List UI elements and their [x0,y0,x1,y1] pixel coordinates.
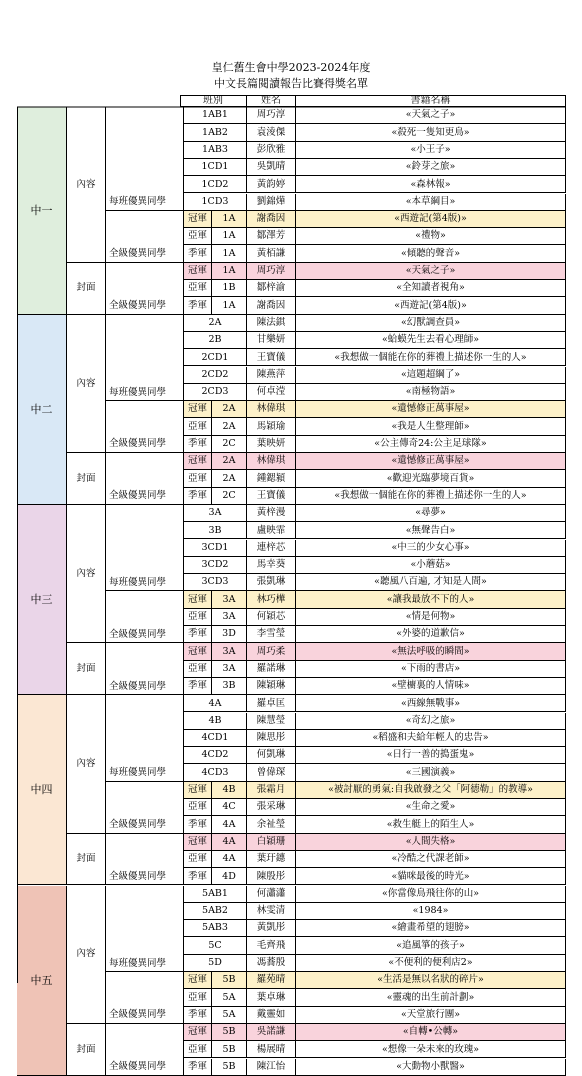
award-rank-cell: 季軍 [184,245,212,262]
award-rank-cell: 季軍 [184,678,212,695]
student-name-cell: 馬幸葵 [247,557,296,574]
award-rank-cell: 亞軍 [184,851,212,868]
book-title-cell: «下雨的書店» [296,661,566,678]
award-rank-cell: 亞軍 [184,228,212,245]
group-class-best-label: 每班優異同學 [106,695,184,782]
book-title-cell: «壁櫥裏的人情味» [296,678,566,695]
book-title-cell: «聽風八百遍, 才知是人間» [296,574,566,591]
student-name-cell: 黃梓漫 [247,505,296,522]
student-name-cell: 陳燕萍 [247,367,296,384]
award-rank-cell: 冠軍 [184,591,212,608]
student-name-cell: 陳穎琳 [247,678,296,695]
student-name-cell: 黃栢謙 [247,245,296,262]
book-title-cell: «我想做一個能在你的葬禮上描述你一生的人» [296,349,566,366]
award-rank-cell: 亞軍 [184,1041,212,1058]
class-cell: 1A [212,245,247,262]
book-title-cell: «遺憾修正萬事屋» [296,401,566,418]
book-title-cell: «我想做一個能在你的葬禮上描述你一生的人» [296,488,566,505]
book-title-cell: «三國演義» [296,764,566,781]
student-name-cell: 鍾鍶潁 [247,470,296,487]
book-title-cell: «外婆的道歉信» [296,626,566,643]
class-cell: 5B [212,1041,247,1058]
section-cover-label: 封面 [67,263,106,315]
award-rank-cell: 季軍 [184,488,212,505]
group-form-best-label: 全級優異同學 [106,972,184,1024]
book-title-cell: «1984» [296,903,566,920]
group-class-best-label: 每班優異同學 [106,886,184,973]
book-title-cell: «自轉•公轉» [296,1024,566,1041]
book-title-cell: «我是人生整理師» [296,418,566,435]
student-name-cell: 連梓芯 [247,540,296,557]
book-title-cell: «殺死一隻知更鳥» [296,124,566,141]
award-rank-cell: 季軍 [184,297,212,314]
book-title-cell: «公主傳奇24:公主足球隊» [296,436,566,453]
book-title-cell: «想像一朵未來的玫瑰» [296,1041,566,1058]
class-cell: 1CD1 [184,159,247,176]
award-rank-cell: 亞軍 [184,799,212,816]
student-name-cell: 羅諾琳 [247,661,296,678]
book-title-cell: «貓咪最後的時光» [296,868,566,885]
book-title-cell: «中三的少女心事» [296,540,566,557]
class-cell: 4CD1 [184,730,247,747]
student-name-cell: 馬穎瑜 [247,418,296,435]
group-class-best-label: 每班優異同學 [106,315,184,402]
student-name-cell: 陳江怡 [247,1059,296,1076]
book-title-cell: «這題超綱了» [296,367,566,384]
class-cell: 4B [184,713,247,730]
class-cell: 3A [212,609,247,626]
class-cell: 4C [212,799,247,816]
class-cell: 3CD3 [184,574,247,591]
award-rank-cell: 冠軍 [184,834,212,851]
student-name-cell: 戴靈如 [247,1007,296,1024]
section-cover-label: 封面 [67,1024,106,1076]
book-title-cell: «尋夢» [296,505,566,522]
student-name-cell: 周巧淳 [247,107,296,124]
book-title-cell: «你當像鳥飛往你的山» [296,886,566,903]
class-cell: 2A [184,315,247,332]
student-name-cell: 黃凱彤 [247,920,296,937]
section-content-label: 內容 [67,107,106,263]
section-content-label: 內容 [67,695,106,833]
student-name-cell: 劉錦燁 [247,194,296,211]
award-rank-cell: 冠軍 [184,1024,212,1041]
student-name-cell: 周巧淳 [247,263,296,280]
student-name-cell: 王寶儀 [247,349,296,366]
book-title-cell: «天氣之子» [296,107,566,124]
award-rank-cell: 季軍 [184,1059,212,1076]
class-cell: 3A [212,643,247,660]
student-name-cell: 張凱琳 [247,574,296,591]
class-cell: 4A [212,851,247,868]
student-name-cell: 葉卓琳 [247,989,296,1006]
class-cell: 5B [212,1059,247,1076]
student-name-cell: 羅卓匡 [247,695,296,712]
award-rank-cell: 季軍 [184,626,212,643]
class-cell: 5D [184,955,247,972]
group-cover-form-best-label: 全級優異同學 [106,453,184,505]
class-cell: 2A [212,470,247,487]
student-name-cell: 何瀟瀟 [247,886,296,903]
book-title-cell: «生活是無以名狀的碎片» [296,972,566,989]
student-name-cell: 何凱琳 [247,747,296,764]
book-title-cell: «繪畫希望的翅膀» [296,920,566,937]
class-cell: 3A [184,505,247,522]
header-class: 班別 [180,95,247,107]
award-rank-cell: 冠軍 [184,643,212,660]
student-name-cell: 李雪瑩 [247,626,296,643]
class-cell: 5A [212,989,247,1006]
form-level-label: 中四 [17,695,67,885]
section-cover-label: 封面 [67,453,106,505]
class-cell: 3D [212,626,247,643]
student-name-cell: 葉玗鏸 [247,851,296,868]
book-title-cell: «西線無戰事» [296,695,566,712]
group-class-best-label: 每班優異同學 [106,107,184,211]
book-title-cell: «小王子» [296,142,566,159]
section-content-label: 內容 [67,505,106,643]
book-title-cell: «人間失格» [296,834,566,851]
book-title-cell: «無聲告白» [296,522,566,539]
book-title-cell: «傾聽的聲音» [296,245,566,262]
student-name-cell: 謝喬因 [247,211,296,228]
group-form-best-label: 全級優異同學 [106,401,184,453]
class-cell: 5A [212,1007,247,1024]
class-cell: 2B [184,332,247,349]
class-cell: 3A [212,591,247,608]
student-name-cell: 羅苑晴 [247,972,296,989]
book-title-cell: «奇幻之旅» [296,713,566,730]
form-level-label: 中三 [17,505,67,695]
award-rank-cell: 冠軍 [184,211,212,228]
class-cell: 4A [212,834,247,851]
book-title-cell: «冷酷之代課老師» [296,851,566,868]
student-name-cell: 吳凱晴 [247,159,296,176]
group-cover-form-best-label: 全級優異同學 [106,1024,184,1076]
book-title-cell: «遺憾修正萬事屋» [296,453,566,470]
group-form-best-label: 全級優異同學 [106,591,184,643]
book-title-cell: «被討厭的勇氣:自我啟發之父「阿德勒」的教導» [296,782,566,799]
header-book: 書籍名稱 [296,95,566,107]
form-level-label: 中二 [17,315,67,505]
class-cell: 4A [184,695,247,712]
class-cell: 1A [212,228,247,245]
class-cell: 5AB3 [184,920,247,937]
award-rank-cell: 冠軍 [184,782,212,799]
class-cell: 1B [212,280,247,297]
class-cell: 2CD1 [184,349,247,366]
student-name-cell: 張霜月 [247,782,296,799]
book-title-cell: «小蘑菇» [296,557,566,574]
class-cell: 4B [212,782,247,799]
award-rank-cell: 亞軍 [184,418,212,435]
book-title-cell: «讓我最放不下的人» [296,591,566,608]
student-name-cell: 曾偉琛 [247,764,296,781]
student-name-cell: 袁淩傑 [247,124,296,141]
class-cell: 3CD2 [184,557,247,574]
student-name-cell: 彭欣雅 [247,142,296,159]
student-name-cell: 鄒澤芳 [247,228,296,245]
class-cell: 2A [212,453,247,470]
class-cell: 4CD2 [184,747,247,764]
class-cell: 1A [212,297,247,314]
student-name-cell: 張采琳 [247,799,296,816]
book-title-cell: «西遊記(第4版)» [296,297,566,314]
class-cell: 2C [212,436,247,453]
student-name-cell: 謝喬因 [247,297,296,314]
header-name: 姓名 [247,95,296,107]
student-name-cell: 林巧樺 [247,591,296,608]
award-rank-cell: 冠軍 [184,263,212,280]
book-title-cell: «西遊記(第4版)» [296,211,566,228]
class-cell: 1AB3 [184,142,247,159]
class-cell: 4CD3 [184,764,247,781]
award-rank-cell: 季軍 [184,868,212,885]
class-cell: 5AB2 [184,903,247,920]
group-cover-form-best-label: 全級優異同學 [106,834,184,886]
book-title-cell: «禮物» [296,228,566,245]
student-name-cell: 黃韵婷 [247,176,296,193]
book-title-cell: «南極物語» [296,384,566,401]
book-title-cell: «歡迎光臨夢境百貨» [296,470,566,487]
award-rank-cell: 季軍 [184,436,212,453]
class-cell: 1A [212,263,247,280]
student-name-cell: 王寶儀 [247,488,296,505]
group-class-best-label: 每班優異同學 [106,505,184,592]
class-cell: 3B [212,678,247,695]
book-title-cell: «鈴芽之旅» [296,159,566,176]
section-cover-label: 封面 [67,834,106,886]
award-rank-cell: 冠軍 [184,453,212,470]
student-name-cell: 何穎芯 [247,609,296,626]
award-rank-cell: 季軍 [184,816,212,833]
class-cell: 1AB2 [184,124,247,141]
student-name-cell: 周巧柔 [247,643,296,660]
form-level-label: 中一 [17,107,67,315]
section-content-label: 內容 [67,315,106,453]
student-name-cell: 馮蕎殷 [247,955,296,972]
class-cell: 1A [212,211,247,228]
book-title-cell: «本草綱目» [296,194,566,211]
book-title-cell: «幻獸調查員» [296,315,566,332]
student-name-cell: 楊展晴 [247,1041,296,1058]
student-name-cell: 陳法錤 [247,315,296,332]
student-name-cell: 白穎珊 [247,834,296,851]
form-level-label: 中五 [17,886,67,1076]
student-name-cell: 何卓滢 [247,384,296,401]
class-cell: 1AB1 [184,107,247,124]
student-name-cell: 葉映妍 [247,436,296,453]
student-name-cell: 鄒梓渝 [247,280,296,297]
award-rank-cell: 亞軍 [184,280,212,297]
student-name-cell: 吳諾謙 [247,1024,296,1041]
class-cell: 3CD1 [184,540,247,557]
header-blank [106,95,184,107]
class-cell: 2CD3 [184,384,247,401]
book-title-cell: «情是何物» [296,609,566,626]
book-title-cell: «生命之愛» [296,799,566,816]
group-cover-form-best-label: 全級優異同學 [106,263,184,315]
class-cell: 2CD2 [184,367,247,384]
book-title-cell: «森林報» [296,176,566,193]
class-cell: 1CD3 [184,194,247,211]
student-name-cell: 甘樂妍 [247,332,296,349]
student-name-cell: 林偉琪 [247,453,296,470]
award-rank-cell: 亞軍 [184,989,212,1006]
award-rank-cell: 冠軍 [184,401,212,418]
book-title-cell: «天氣之子» [296,263,566,280]
section-content-label: 內容 [67,886,106,1024]
class-cell: 2A [212,401,247,418]
class-cell: 5B [212,1024,247,1041]
book-title-cell: «稻盛和夫給年輕人的忠告» [296,730,566,747]
book-title-cell: «無法呼吸的瞬間» [296,643,566,660]
award-rank-cell: 亞軍 [184,609,212,626]
student-name-cell: 林偉琪 [247,401,296,418]
award-rank-cell: 季軍 [184,1007,212,1024]
book-title-cell: «蛤蟆先生去看心理師» [296,332,566,349]
book-title-cell: «救生艇上的陌生人» [296,816,566,833]
group-form-best-label: 全級優異同學 [106,211,184,263]
book-title-cell: «大動物小獸醫» [296,1059,566,1076]
document-subtitle: 中文長篇閱讀報告比賽得獎名單 [214,77,368,90]
class-cell: 5B [212,972,247,989]
class-cell: 5C [184,937,247,954]
document-title: 皇仁舊生會中學2023-2024年度 [211,61,371,74]
book-title-cell: «不便利的便利店2» [296,955,566,972]
book-title-cell: «靈魂的出生前計劃» [296,989,566,1006]
book-title-cell: «天堂旅行團» [296,1007,566,1024]
student-name-cell: 陳思彤 [247,730,296,747]
class-cell: 4A [212,816,247,833]
book-title-cell: «日行一善的搗蛋鬼» [296,747,566,764]
award-rank-cell: 亞軍 [184,661,212,678]
class-cell: 3B [184,522,247,539]
student-name-cell: 盧映霏 [247,522,296,539]
class-cell: 4D [212,868,247,885]
student-name-cell: 余祉瑩 [247,816,296,833]
award-rank-cell: 亞軍 [184,470,212,487]
book-title-cell: «全知讀者視角» [296,280,566,297]
student-name-cell: 毛齊飛 [247,937,296,954]
class-cell: 2C [212,488,247,505]
student-name-cell: 陳殷彤 [247,868,296,885]
class-cell: 2A [212,418,247,435]
book-title-cell: «追風箏的孩子» [296,937,566,954]
class-cell: 1CD2 [184,176,247,193]
group-cover-form-best-label: 全級優異同學 [106,643,184,695]
student-name-cell: 林雯清 [247,903,296,920]
award-rank-cell: 冠軍 [184,972,212,989]
class-cell: 5AB1 [184,886,247,903]
student-name-cell: 陳慧瑩 [247,713,296,730]
group-form-best-label: 全級優異同學 [106,782,184,834]
class-cell: 3A [212,661,247,678]
section-cover-label: 封面 [67,643,106,695]
